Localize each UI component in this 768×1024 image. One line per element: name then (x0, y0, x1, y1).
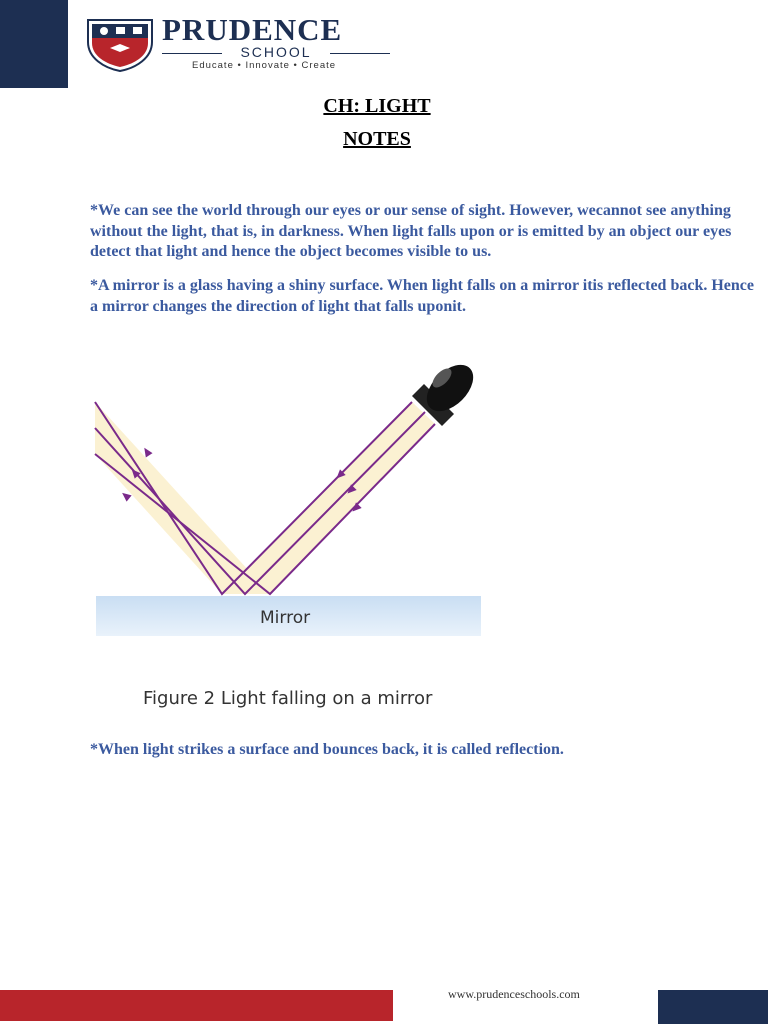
paragraph-mirror: *A mirror is a glass having a shiny surface. When light falls on a mirror itis reflected back. Hence a mirror changes the direction of light that falls uponit. (90, 277, 754, 315)
school-subtitle: SCHOOL (240, 44, 312, 60)
notes-title: NOTES (343, 128, 411, 150)
school-logo (84, 12, 394, 76)
footer-website-link[interactable]: www.prudenceschools.com (448, 987, 580, 1001)
paragraph-reflection: *When light strikes a surface and bounces back, it is called reflection. (90, 741, 564, 758)
paragraph-sight: *We can see the world through our eyes or our sense of sight. However, wecannot see anything without the light, that is, in darkness. When light falls upon or is emitted by an object our eyes detect that light and hence the object becomes visible to us. (90, 202, 732, 260)
mirror-label: Mirror (260, 608, 311, 628)
footer-red-bar (0, 990, 393, 1021)
figure-caption: Figure 2 Light falling on a mirror (143, 688, 433, 709)
school-tagline: Educate • Innovate • Create (192, 60, 337, 71)
header-corner-block (0, 0, 68, 88)
incident-beam (222, 402, 435, 594)
chapter-title: CH: LIGHT (323, 95, 431, 117)
reflected-beam (95, 402, 270, 594)
footer-corner-block (658, 990, 768, 1024)
school-crest-icon (84, 16, 156, 72)
divider-right (330, 53, 390, 54)
school-name: PRUDENCE (162, 12, 343, 47)
reflection-diagram (90, 352, 490, 642)
